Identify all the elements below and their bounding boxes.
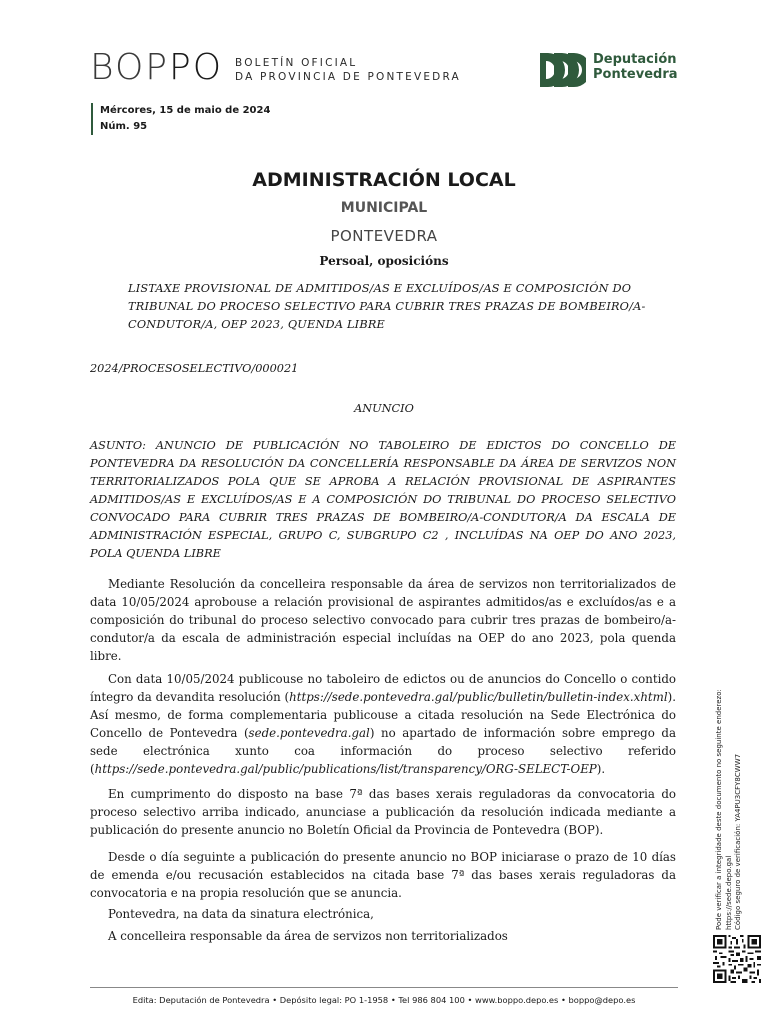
deputacion-line2: Pontevedra: [593, 67, 678, 82]
signature-place: Pontevedra, na data da sinatura electrónica,: [108, 907, 374, 921]
verification-line1: Pode verificar a integridade deste documento no seguinte enderezo:: [715, 689, 723, 930]
paragraph-2-part-c: ) no apartado de información sobre emprego da sede electrónica xunto coa información do proceso selectivo referido (: [90, 726, 676, 776]
boletin-title: [235, 56, 461, 84]
paragraph-2-text: [90, 670, 676, 778]
section-subtitle: MUNICIPAL: [340, 200, 428, 216]
qr-code-icon: [713, 935, 761, 983]
issue-info: [100, 103, 270, 135]
paragraph-2-part-d: ).: [596, 762, 606, 776]
paragraph-4-text: Desde o día seguinte a publicación do presente anuncio no BOP iniciarase o prazo de 10 días de emenda e/ou recusación establecidos na citada base 7ª das bases xerais reguladoras da convocatoria e na propia resolución que se anuncia.: [90, 850, 676, 900]
issue-accent-bar: [91, 103, 93, 135]
boletin-line1: BOLETÍN OFICIAL: [235, 57, 358, 69]
paragraph-3-text: En cumprimento do disposto na base 7ª das bases xerais reguladoras da convocatoria do proceso selectivo arriba indicado, anunciase a publicación da resolución indicada mediante a publicación do presente anuncio no Boletín Oficial da Provincia de Pontevedra (BOP).: [90, 787, 676, 837]
bulletin-url: https://sede.pontevedra.gal/public/bulletin/bulletin-index.xhtml: [289, 690, 668, 704]
issue-number: Núm. 95: [100, 121, 148, 132]
signature-role: A concelleira responsable da área de servizos non territorializados: [108, 929, 508, 943]
verification-text: [715, 689, 744, 930]
deputacion-logo-icon: [538, 51, 586, 89]
paragraph-1-text: Mediante Resolución da concelleira responsable da área de servizos non territorializados de data 10/05/2024 aprobouse a relación provisional de aspirantes admitidos/as e excluídos/as e a composición do tribunal do proceso selectivo convocado para cubrir tres prazas de bombeiro/a-condutor/a da escala de administración especial incluídas na OEP do ano 2023, pola quenda libre.: [90, 577, 676, 663]
issue-date: Mércores, 15 de maio de 2024: [100, 105, 271, 116]
deputacion-line1: Deputación: [593, 52, 677, 67]
paragraph-3: [90, 785, 676, 839]
logo-po-text: PO: [168, 47, 224, 88]
file-number: 2024/PROCESOSELECTIVO/000021: [90, 362, 299, 375]
paragraph-4: [90, 848, 676, 902]
paragraph-2: [90, 670, 676, 778]
sede-url: sede.pontevedra.gal: [248, 726, 370, 740]
verification-url: https://sede.depo.gal: [724, 855, 733, 930]
city-title: PONTEVEDRA: [330, 227, 438, 245]
topic-label: Persoal, oposicións: [319, 254, 449, 268]
announcement-heading: LISTAXE PROVISIONAL DE ADMITIDOS/AS E EXCLUÍDOS/AS E COMPOSICIÓN DO TRIBUNAL DO PROCESO SELECTIVO PARA CUBRIR TRES PRAZAS DE BOMBEIRO/A-CONDUTOR/A, OEP 2023, QUENDA LIBRE: [128, 282, 646, 331]
boppo-logo: [90, 48, 223, 88]
paragraph-2-part-a: Con data 10/05/2024 publicouse no taboleiro de edictos ou de anuncios do Concello o contido íntegro da devandita resolución (: [90, 672, 676, 704]
deputacion-wordmark: [593, 52, 678, 82]
paragraph-1: [90, 575, 676, 665]
footer-text: Edita: Deputación de Pontevedra • Depósito legal: PO 1-1958 • Tel 986 804 100 • www.boppo.depo.es • boppo@depo.es: [132, 995, 636, 1005]
subject-text: ASUNTO: ANUNCIO DE PUBLICACIÓN NO TABOLEIRO DE EDICTOS DO CONCELLO DE PONTEVEDRA DA RESOLUCIÓN DA CONCELLERÍA RESPONSABLE DA ÁREA DE SERVIZOS NON TERRITORIALIZADOS POLA QUE SE APROBA A RELACIÓN PROVISIONAL DE ASPIRANTES ADMITIDOS/AS E EXCLUÍDOS/AS E A COMPOSICIÓN DO TRIBUNAL DO PROCESO SELECTIVO CONVOCADO PARA CUBRIR TRES PRAZAS DE BOMBEIRO/A-CONDUTOR/A DA ESCALA DE ADMINISTRACIÓN ESPECIAL, GRUPO C, SUBGRUPO C2 , INCLUÍDAS NA OEP DO ANO 2023, POLA QUENDA LIBRE: [90, 439, 676, 560]
transparency-url: https://sede.pontevedra.gal/public/publications/list/transparency/ORG-SELECT-OEP: [94, 762, 597, 776]
paragraph-2-part-b: ). Así mesmo, de forma complementaria publicouse a citada resolución na Sede Electrónica do Concello de Pontevedra (: [90, 690, 676, 740]
section-title: ADMINISTRACIÓN LOCAL: [252, 169, 516, 191]
logo-bop-text: BOP: [90, 47, 169, 88]
footer-divider: [90, 987, 678, 988]
verification-code: Código seguro de verificación: YA4PU3CFY8CWW7: [734, 753, 742, 930]
anuncio-label: ANUNCIO: [354, 402, 414, 415]
boletin-line2: DA PROVINCIA DE PONTEVEDRA: [235, 71, 461, 83]
